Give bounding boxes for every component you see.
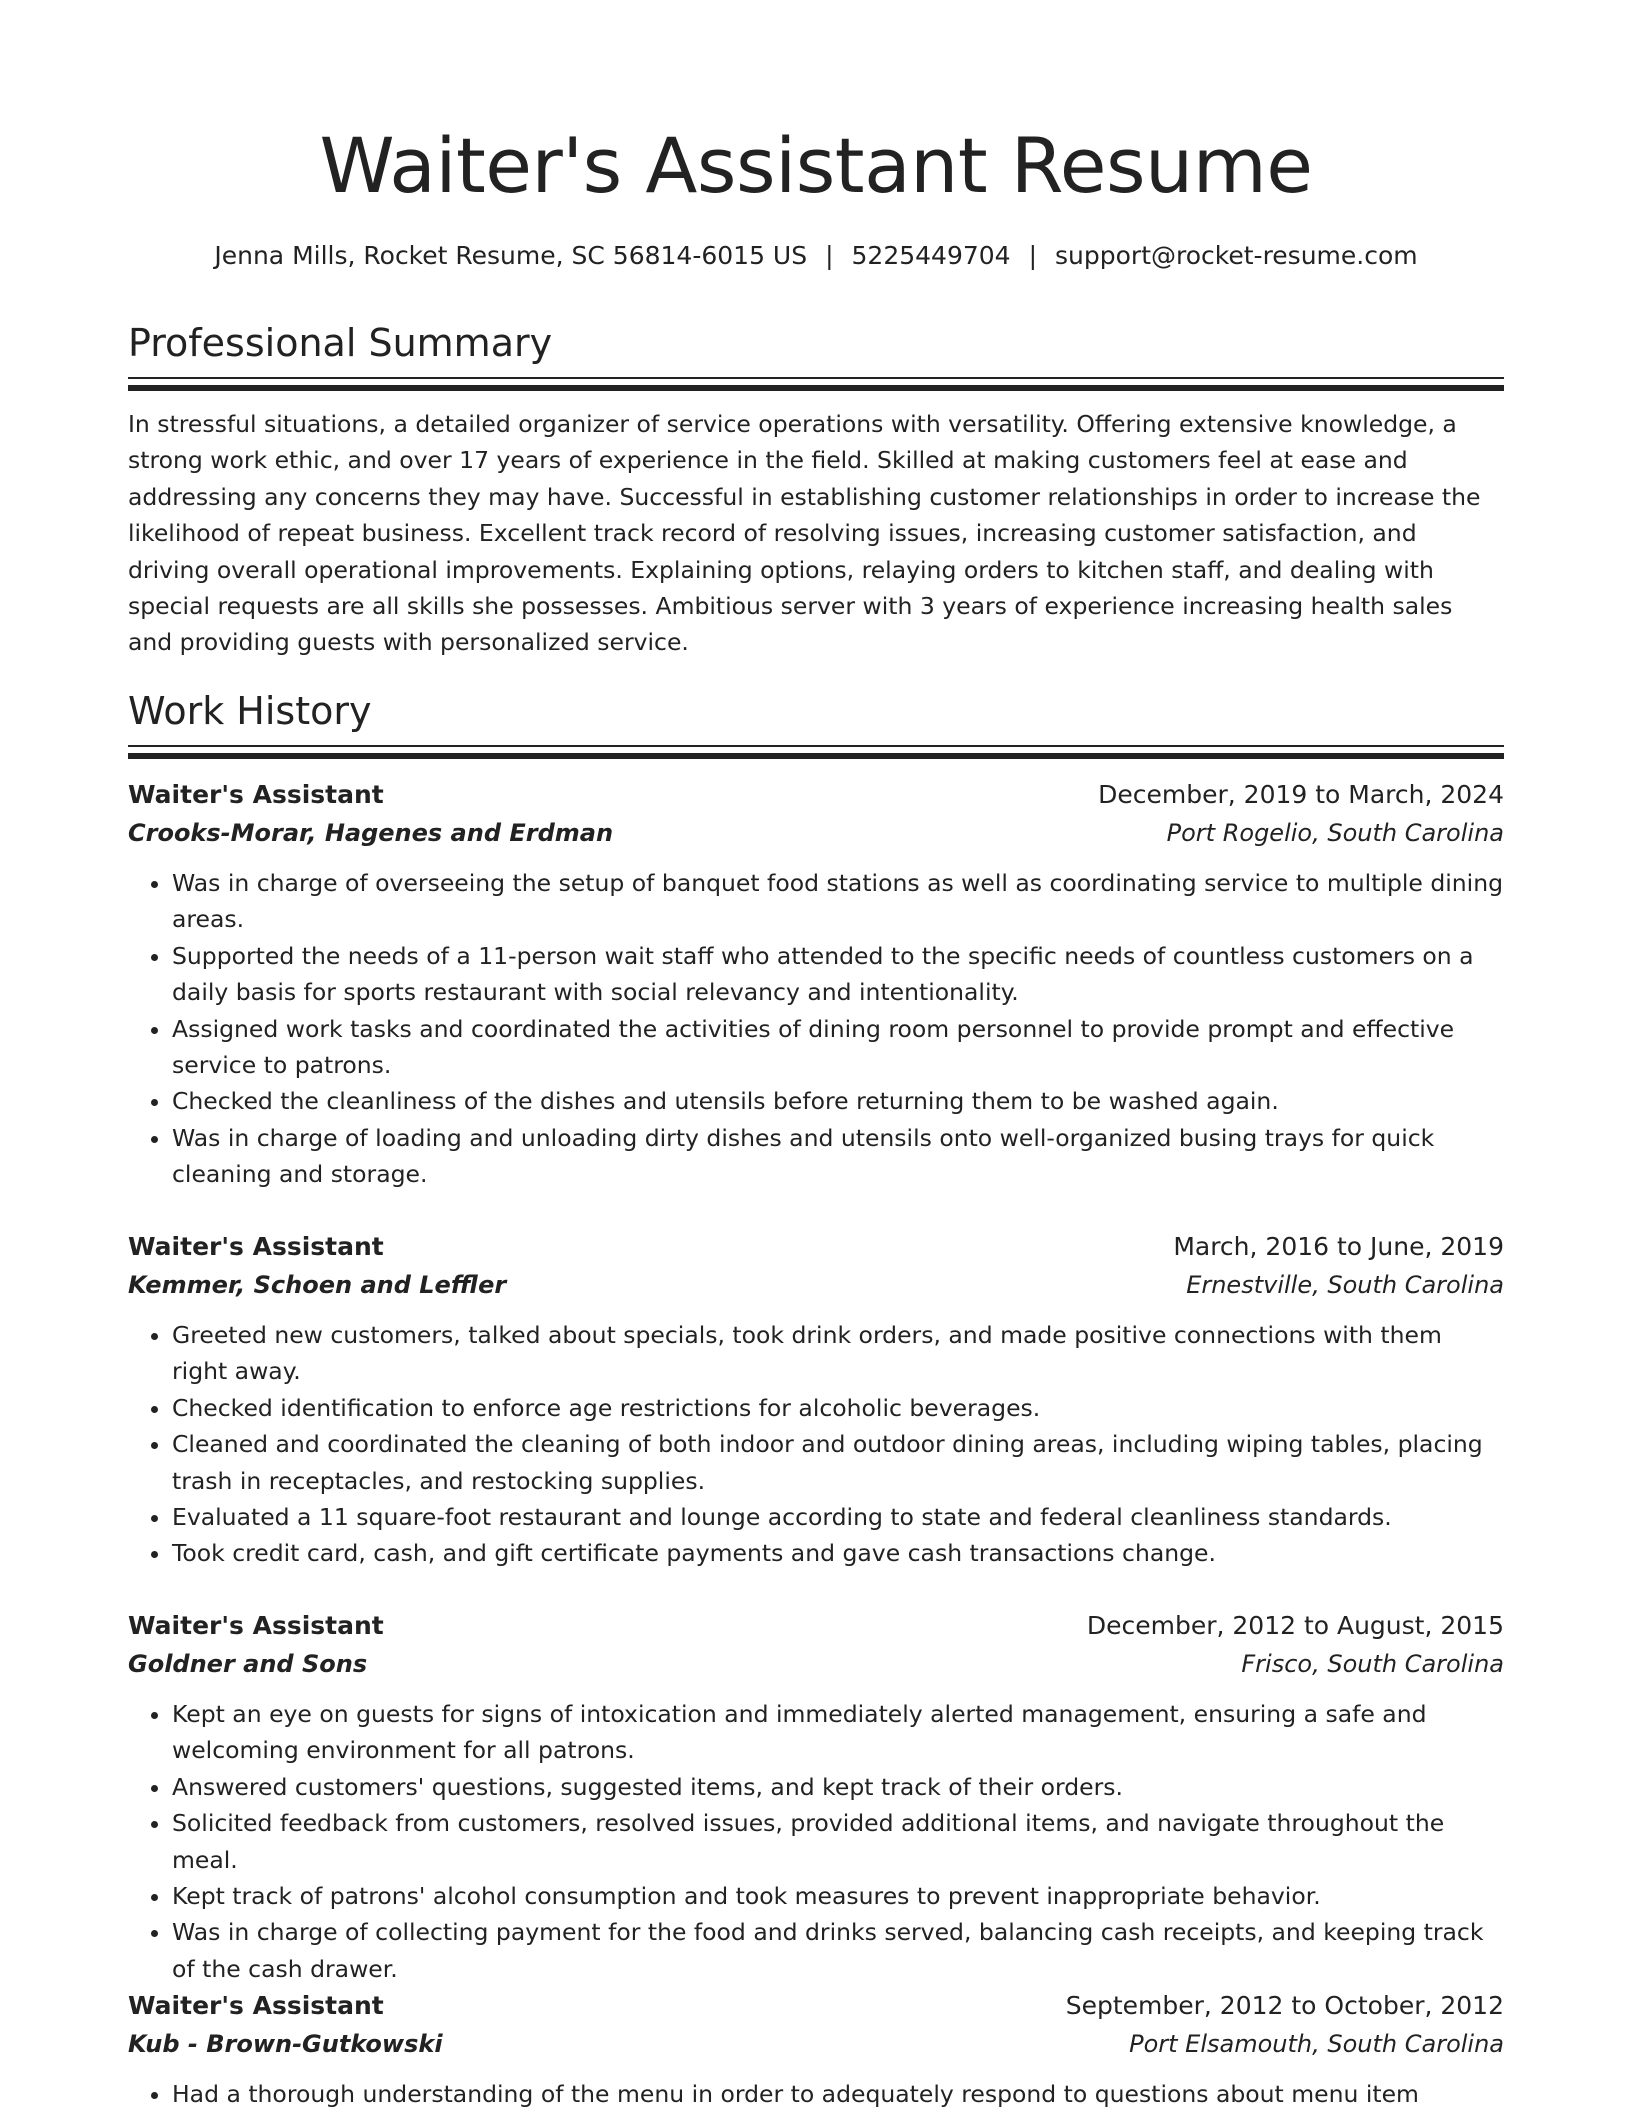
job-entry xyxy=(128,1228,1504,1572)
job-bullets xyxy=(128,1696,1504,1987)
summary-text: In stressful situations, a detailed organizer of service operations with versatility. Offering extensive knowledge, a strong work ethic, and over 17 years of experience in the field. Skilled at making customers feel at ease and addressing any concerns they may have. Successful in establishing customer relationships in order to increase the likelihood of repeat business. Excellent track record of resolving issues, increasing customer satisfaction, and driving overall operational improvements. Explaining options, relaying orders to kitchen staff, and dealing with special requests are all skills she possesses. Ambitious server with 3 years of experience increasing health sales and providing guests with personalized service. xyxy=(128,410,1481,657)
job-company: Crooks-Morar, Hagenes and Erdman xyxy=(128,819,614,847)
summary-section-header xyxy=(128,318,1504,368)
section-divider xyxy=(128,385,1504,391)
job-bullet: • Kept an eye on guests for signs of intoxication and immediately alerted management, ensuring a safe and welcoming environment for all patrons. xyxy=(172,1696,1504,1769)
contact-line xyxy=(128,238,1504,274)
job-bullet: • Answered customers' questions, suggested items, and kept track of their orders. xyxy=(172,1769,1504,1805)
job-bullet: • Kept track of patrons' alcohol consumption and took measures to prevent inappropriate behavior. xyxy=(172,1878,1504,1914)
job-bullet: • Checked the cleanliness of the dishes and utensils before returning them to be washed again. xyxy=(172,1083,1504,1119)
section-divider xyxy=(128,753,1504,759)
job-bullet: • Cleaned and coordinated the cleaning of both indoor and outdoor dining areas, including wiping tables, placing trash in receptacles, and restocking supplies. xyxy=(172,1426,1504,1499)
job-title: Waiter's Assistant xyxy=(128,1611,384,1640)
job-dates: September, 2012 to October, 2012 xyxy=(1065,1991,1504,2020)
job-entry xyxy=(128,776,1504,1193)
job-subheader-row xyxy=(128,1645,1504,1683)
job-company: Kemmer, Schoen and Leffler xyxy=(128,1271,507,1299)
work-history-heading: Work History xyxy=(128,689,372,733)
job-bullets xyxy=(128,865,1504,1193)
job-dates: March, 2016 to June, 2019 xyxy=(1173,1232,1504,1261)
summary-heading: Professional Summary xyxy=(128,321,553,365)
job-bullet: • Was in charge of collecting payment for the food and drinks served, balancing cash receipts, and keeping track of the cash drawer. xyxy=(172,1914,1504,1987)
job-company: Goldner and Sons xyxy=(128,1650,368,1678)
job-entry xyxy=(128,1987,1504,2112)
job-header-row xyxy=(128,1987,1504,2025)
job-header-row xyxy=(128,776,1504,814)
job-bullets xyxy=(128,1317,1504,1572)
resume-title: Waiter's Assistant Resume xyxy=(319,121,1313,210)
section-divider xyxy=(128,377,1504,379)
contact-address: Jenna Mills, Rocket Resume, SC 56814-6015 US xyxy=(214,241,808,270)
job-location: Ernestville, South Carolina xyxy=(1186,1271,1504,1299)
job-bullet: • Was in charge of loading and unloading dirty dishes and utensils onto well-organized busing trays for quick cleaning and storage. xyxy=(172,1120,1504,1193)
job-bullet: • Solicited feedback from customers, resolved issues, provided additional items, and navigate throughout the meal. xyxy=(172,1805,1504,1878)
contact-separator: | xyxy=(825,241,834,270)
contact-phone: 5225449704 xyxy=(851,241,1011,270)
work-history-section-header xyxy=(128,686,1504,736)
job-title: Waiter's Assistant xyxy=(128,780,384,809)
job-header-row xyxy=(128,1228,1504,1266)
job-bullet: • Assigned work tasks and coordinated the activities of dining room personnel to provide prompt and effective service to patrons. xyxy=(172,1011,1504,1084)
job-bullet: • Greeted new customers, talked about specials, took drink orders, and made positive connections with them right away. xyxy=(172,1317,1504,1390)
section-divider xyxy=(128,745,1504,747)
job-subheader-row xyxy=(128,1266,1504,1304)
job-bullet: • Took credit card, cash, and gift certificate payments and gave cash transactions change. xyxy=(172,1535,1504,1571)
job-location: Port Rogelio, South Carolina xyxy=(1166,819,1504,847)
job-bullet: • Checked identification to enforce age restrictions for alcoholic beverages. xyxy=(172,1390,1504,1426)
job-subheader-row xyxy=(128,814,1504,852)
job-dates: December, 2019 to March, 2024 xyxy=(1098,780,1504,809)
contact-separator: | xyxy=(1028,241,1038,270)
contact-email: support@rocket-resume.com xyxy=(1055,241,1418,270)
job-dates: December, 2012 to August, 2015 xyxy=(1086,1611,1504,1640)
job-subheader-row xyxy=(128,2025,1504,2063)
job-bullet: • Had a thorough understanding of the menu in order to adequately respond to questions about menu item xyxy=(172,2076,1504,2112)
job-header-row xyxy=(128,1607,1504,1645)
job-bullets xyxy=(128,2076,1504,2112)
job-bullet: • Evaluated a 11 square-foot restaurant and lounge according to state and federal cleanliness standards. xyxy=(172,1499,1504,1535)
job-title: Waiter's Assistant xyxy=(128,1232,384,1261)
job-location: Port Elsamouth, South Carolina xyxy=(1129,2030,1504,2058)
job-entry xyxy=(128,1607,1504,1987)
job-bullet: • Was in charge of overseeing the setup of banquet food stations as well as coordinating service to multiple dining areas. xyxy=(172,865,1504,938)
job-location: Frisco, South Carolina xyxy=(1241,1650,1504,1678)
job-title: Waiter's Assistant xyxy=(128,1991,384,2020)
job-company: Kub - Brown-Gutkowski xyxy=(128,2030,443,2058)
job-bullet: • Supported the needs of a 11-person wait staff who attended to the specific needs of countless customers on a daily basis for sports restaurant with social relevancy and intentionality. xyxy=(172,938,1504,1011)
